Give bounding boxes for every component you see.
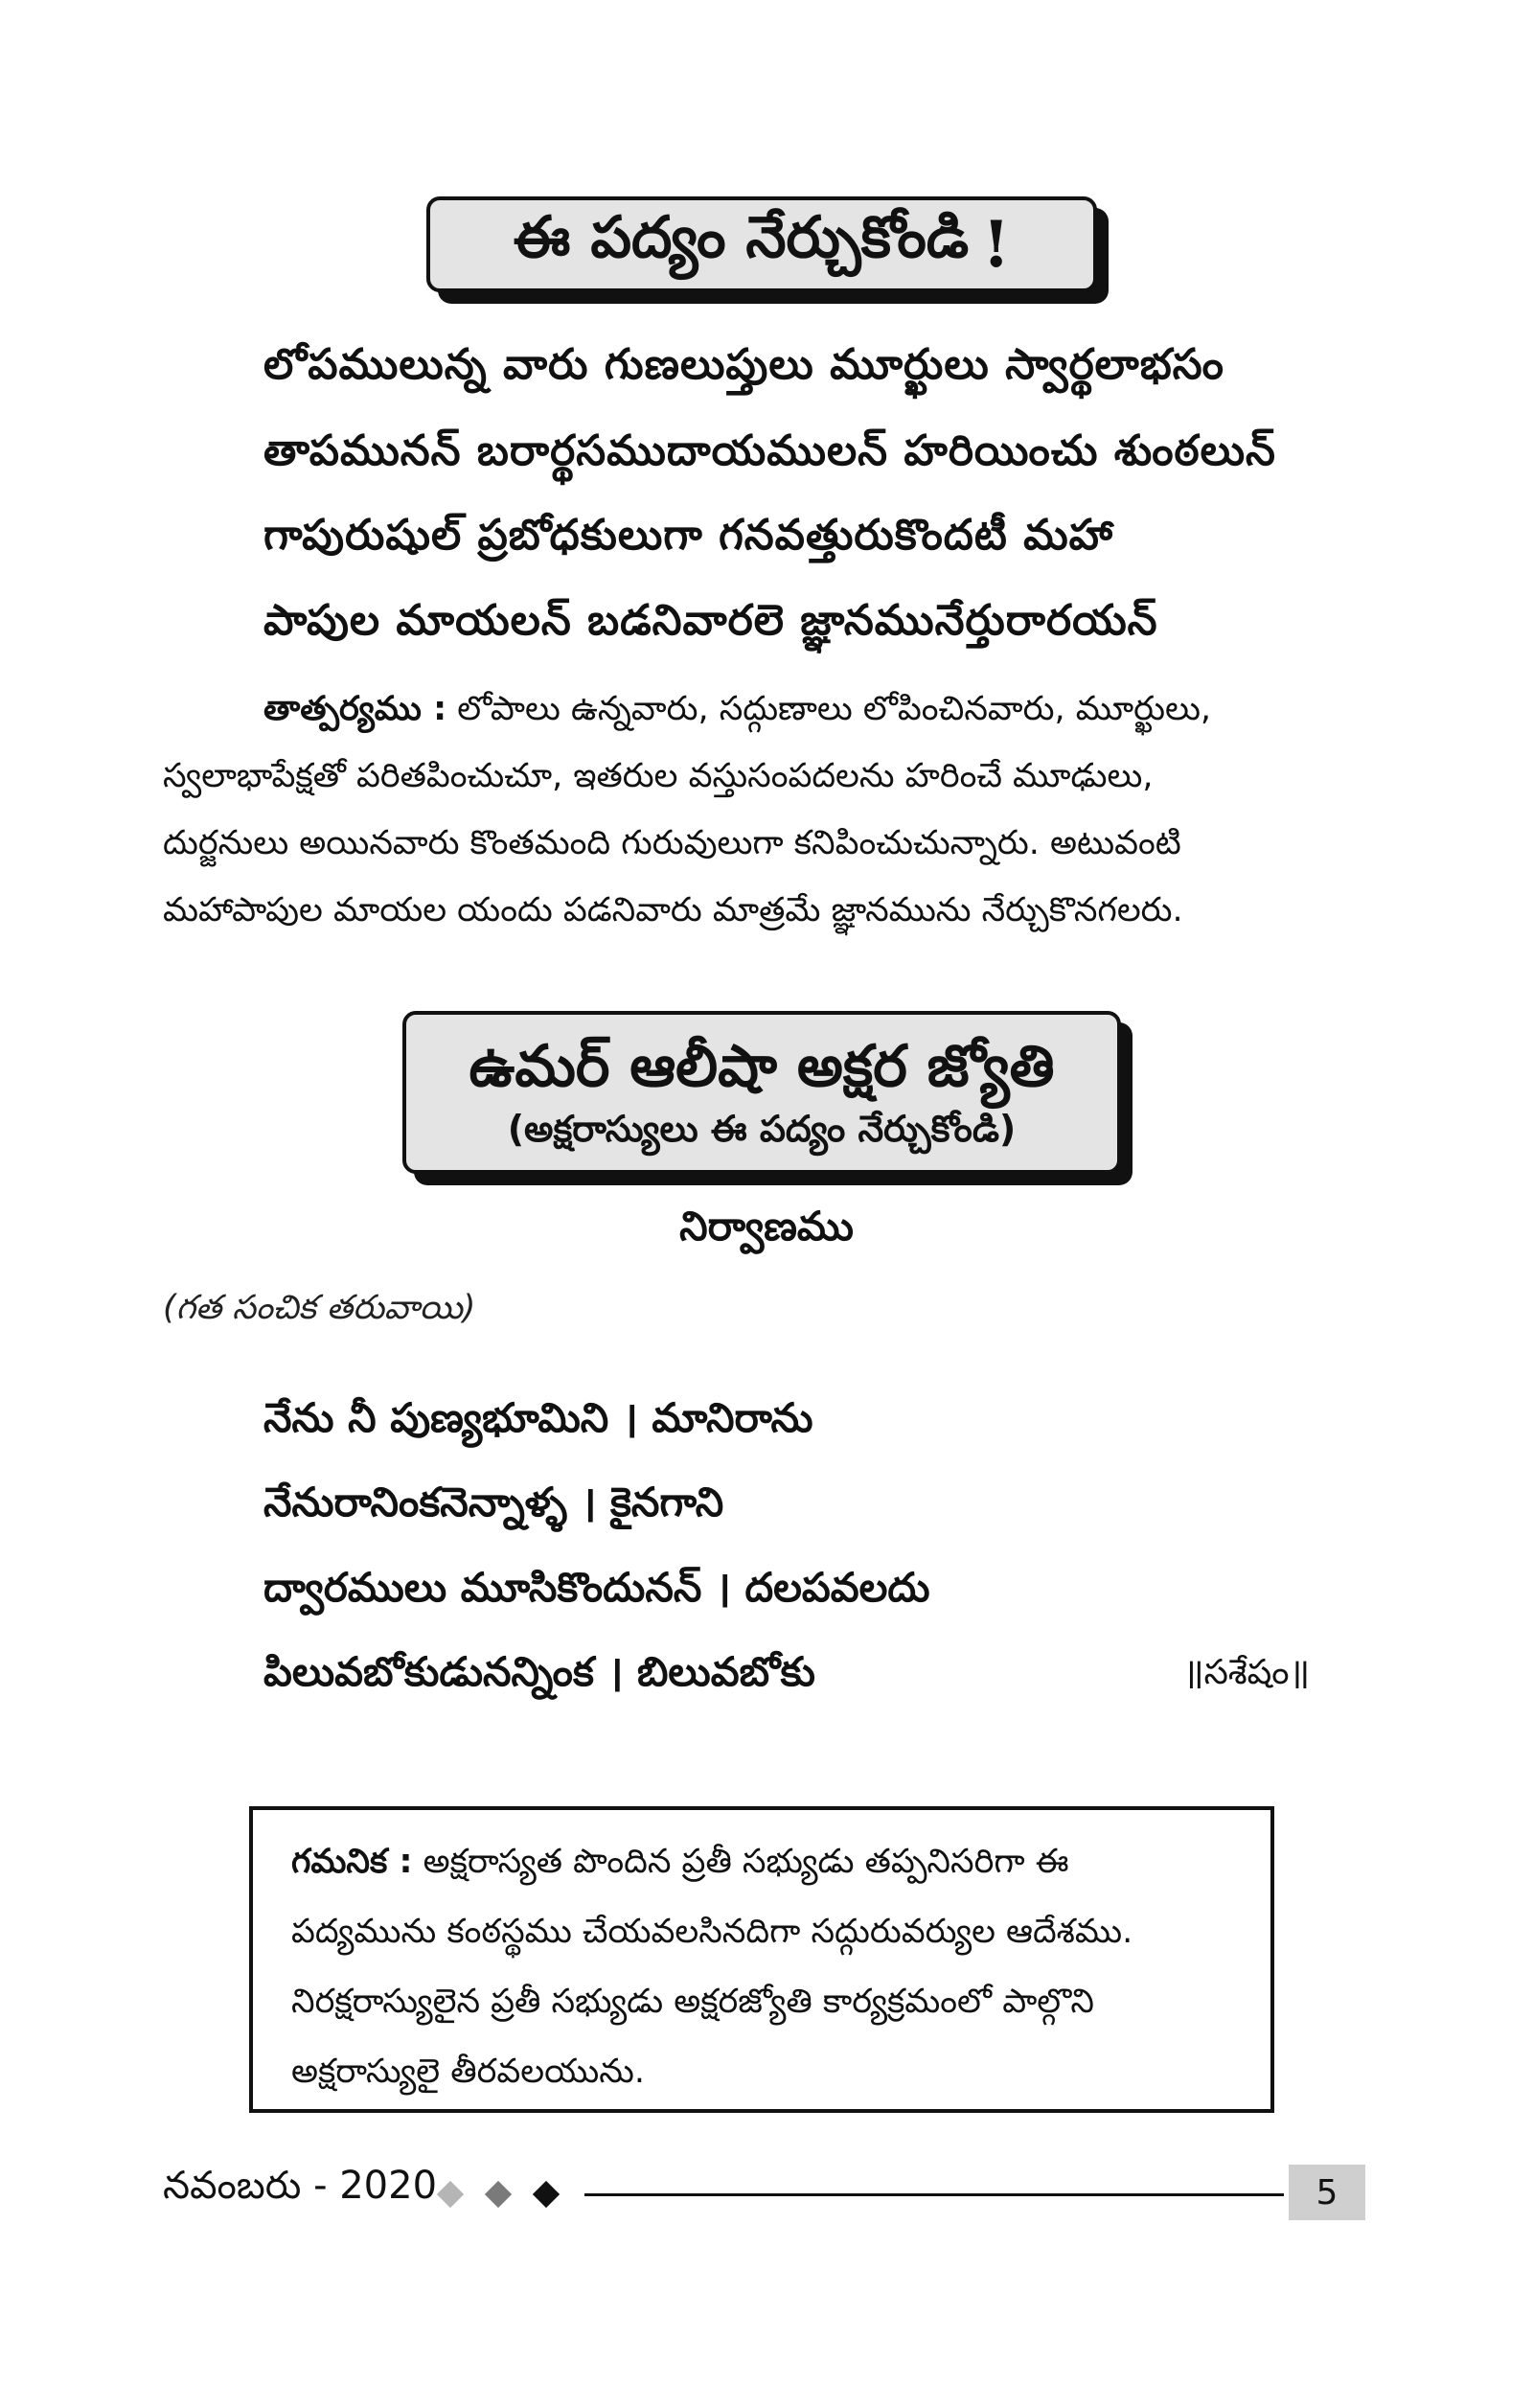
meaning-label: తాత్పర్యము : xyxy=(263,690,447,728)
diamond-icon xyxy=(437,2181,464,2208)
meaning-line: స్వలాభాపేక్షతో పరితపించుచూ, ఇతరుల వస్తుసంపదలను హరించే మూఢులు, xyxy=(163,757,1154,795)
poem-heading: నిర్వాణము xyxy=(679,1203,854,1250)
verse-line: పాపుల మాయలన్ బడనివారలె జ్ఞానమునేర్తురారయన్ xyxy=(263,596,1158,645)
footer-rule xyxy=(584,2193,1284,2196)
note-box xyxy=(249,1806,1274,2113)
meaning-paragraph xyxy=(163,676,1365,944)
note-line: నిరక్షరాస్యులైన ప్రతీ సభ్యుడు అక్షరజ్యోతి కార్యక్రమంలో పాల్గొని xyxy=(291,1983,1094,2021)
note-line: అక్షరాస్యులై తీరవలయును. xyxy=(291,2053,645,2091)
exclamation-mark: ! xyxy=(982,207,1011,282)
issue-date: నవంబరు - 2020 xyxy=(163,2164,438,2208)
diamond-icon xyxy=(485,2181,512,2208)
section2-title: ఉమర్ ఆలీషా అక్షర జ్యోతి xyxy=(469,1033,1055,1100)
note-label: గమనిక : xyxy=(291,1843,413,1881)
section1-title-box xyxy=(426,196,1097,292)
meaning-line: మహాపాపుల మాయల యందు పడనివారు మాత్రమే జ్ఞానమును నేర్చుకొనగలరు. xyxy=(163,891,1183,929)
meaning-line: లోపాలు ఉన్నవారు, సద్గుణాలు లోపించినవారు, మూర్ఖులు, xyxy=(457,690,1212,728)
verse-line: గాపురుషుల్ ప్రబోధకులుగా గనవత్తురుకొందటీ మహా xyxy=(263,511,1114,560)
poem-line: ద్వారములు మూసికొందునన్ । దలపవలదు xyxy=(263,1564,930,1611)
section2-title-box xyxy=(402,1011,1121,1174)
verse-line: తాపమునన్ బరార్థసముదాయములన్ హరియించు శుంఠలున్ xyxy=(263,426,1276,475)
section1-title: ఈ పద్యం నేర్చుకోండి xyxy=(513,204,970,271)
meaning-line: దుర్జనులు అయినవారు కొంతమంది గురువులుగా కనిపించుచున్నారు. అటువంటి xyxy=(163,824,1181,862)
note-line: అక్షరాస్యత పొందిన ప్రతీ సభ్యుడు తప్పనిసరిగా ఈ xyxy=(423,1843,1069,1881)
diamond-icon xyxy=(533,2181,560,2208)
section2-subtitle: (అక్షరాస్యులు ఈ పద్యం నేర్చుకోండి) xyxy=(507,1108,1017,1150)
remaining-marker: ॥సశేషం॥ xyxy=(1183,1653,1311,1692)
poem-line: నేనురానింకనెన్నాళ్ళ । కైనగాని xyxy=(263,1479,724,1525)
poem-line: నేను నీ పుణ్యభూమిని । మానిరాను xyxy=(263,1394,813,1441)
page-number: 5 xyxy=(1289,2165,1365,2220)
note-line: పద్యమును కంఠస్థము చేయవలసినదిగా సద్గురువర్యుల ఆదేశము. xyxy=(291,1913,1133,1951)
poem-line: పిలువబోకుడునన్నింక । బిలువబోకు xyxy=(263,1648,815,1695)
continued-note: (గత సంచిక తరువాయి) xyxy=(163,1289,476,1327)
verse-line: లోపములున్న వారు గుణలుప్తులు మూర్ఖులు స్వార్థలాభసం xyxy=(263,340,1224,389)
